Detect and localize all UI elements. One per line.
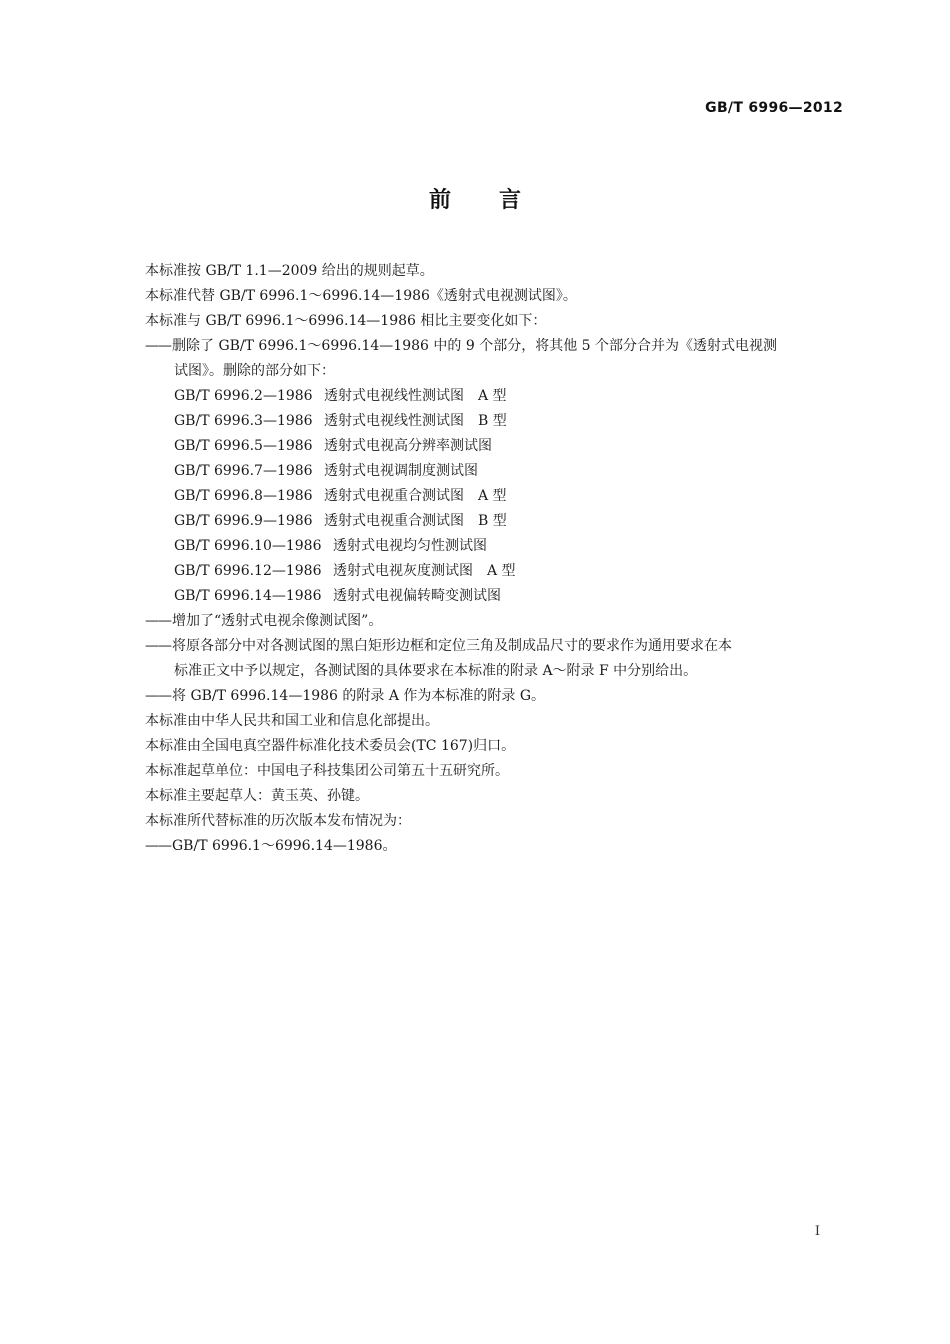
page-title: 前言 (428, 188, 569, 213)
deleted-part-name: 透射式电视线性测试图 (324, 388, 464, 404)
dash-marker: —— (145, 838, 171, 854)
deleted-part-code: GB/T 6996.2—1986 (174, 388, 313, 404)
deleted-part-type: A 型 (487, 563, 516, 579)
list-item-continuation: 试图》。删除的部分如下： (174, 363, 335, 379)
deleted-part-code: GB/T 6996.5—1986 (174, 438, 313, 454)
list-item (145, 609, 845, 634)
list-item-text: 将 GB/T 6996.14—1986 的附录 A 作为本标准的附录 G。 (172, 688, 546, 704)
deleted-part-row (145, 534, 845, 559)
list-item (145, 334, 845, 359)
deleted-part-code: GB/T 6996.9—1986 (174, 513, 313, 529)
deleted-part-code: GB/T 6996.7—1986 (174, 463, 313, 479)
dash-marker: —— (145, 613, 171, 629)
deleted-part-code: GB/T 6996.10—1986 (174, 538, 322, 554)
deleted-part-name: 透射式电视偏转畸变测试图 (333, 588, 501, 604)
deleted-part-row (145, 484, 845, 509)
dash-marker: —— (145, 688, 171, 704)
deleted-part-code: GB/T 6996.8—1986 (174, 488, 313, 504)
deleted-part-name: 透射式电视线性测试图 (324, 413, 464, 429)
paragraph: 本标准所代替标准的历次版本发布情况为： (145, 813, 411, 829)
deleted-part-type: B 型 (478, 513, 507, 529)
list-item-text: GB/T 6996.1～6996.14—1986。 (172, 838, 397, 854)
dash-marker: —— (145, 338, 171, 354)
page-number: I (814, 1224, 820, 1239)
paragraph: 本标准由全国电真空器件标准化技术委员会(TC 167)归口。 (145, 738, 516, 754)
paragraph: 本标准主要起草人：黄玉英、孙键。 (145, 788, 369, 804)
deleted-part-row (145, 509, 845, 534)
list-item (145, 834, 845, 859)
list-item-continuation: 标准正文中予以规定，各测试图的具体要求在本标准的附录 A～附录 F 中分别给出。 (174, 663, 698, 679)
deleted-part-row (145, 384, 845, 409)
list-item-text: 删除了 GB/T 6996.1～6996.14—1986 中的 9 个部分，将其他 5 个部分合并为《透射式电视测 (172, 338, 777, 354)
paragraph: 本标准代替 GB/T 6996.1～6996.14—1986《透射式电视测试图》。 (145, 288, 577, 304)
paragraph: 本标准与 GB/T 6996.1～6996.14—1986 相比主要变化如下： (145, 313, 547, 329)
deleted-part-type: A 型 (478, 488, 507, 504)
deleted-part-name: 透射式电视灰度测试图 (333, 563, 473, 579)
deleted-part-row (145, 459, 845, 484)
paragraph: 本标准起草单位：中国电子科技集团公司第五十五研究所。 (145, 763, 509, 779)
deleted-part-code: GB/T 6996.3—1986 (174, 413, 313, 429)
list-item-text: 增加了“透射式电视余像测试图”。 (172, 613, 383, 629)
deleted-part-type: B 型 (478, 413, 507, 429)
deleted-part-row (145, 409, 845, 434)
deleted-part-name: 透射式电视重合测试图 (324, 488, 464, 504)
foreword-body (145, 259, 845, 859)
deleted-part-name: 透射式电视调制度测试图 (324, 463, 478, 479)
deleted-part-code: GB/T 6996.12—1986 (174, 563, 322, 579)
deleted-part-name: 透射式电视重合测试图 (324, 513, 464, 529)
paragraph: 本标准按 GB/T 1.1—2009 给出的规则起草。 (145, 263, 434, 279)
deleted-part-name: 透射式电视高分辨率测试图 (324, 438, 492, 454)
deleted-part-row (145, 559, 845, 584)
list-item (145, 684, 845, 709)
deleted-part-code: GB/T 6996.14—1986 (174, 588, 322, 604)
standard-code: GB/T 6996—2012 (705, 100, 843, 116)
paragraph: 本标准由中华人民共和国工业和信息化部提出。 (145, 713, 439, 729)
deleted-part-type: A 型 (478, 388, 507, 404)
deleted-part-name: 透射式电视均匀性测试图 (333, 538, 487, 554)
list-item (145, 634, 845, 659)
deleted-part-row (145, 584, 845, 609)
list-item-text: 将原各部分中对各测试图的黑白矩形边框和定位三角及制成品尺寸的要求作为通用要求在本 (172, 638, 732, 654)
dash-marker: —— (145, 638, 171, 654)
deleted-part-row (145, 434, 845, 459)
